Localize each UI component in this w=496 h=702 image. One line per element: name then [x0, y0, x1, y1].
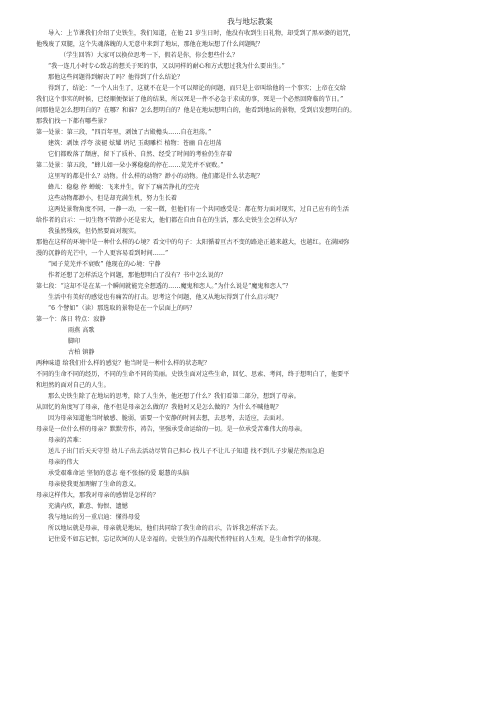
- text-line: 母亲使我更加理解了生命的意义。: [48, 481, 141, 488]
- text-line: 送儿子出门后天天守望 幼儿子出去活动尽管自己担心 找儿子不让儿子知道 找不到儿子步履茫然而急迫: [48, 448, 325, 455]
- document-body: [36, 28, 464, 545]
- text-line: 和坦然的面对自己的人生。: [36, 382, 110, 389]
- text-line: 我与地坛的另一重启迪：懂得母爱: [48, 514, 141, 521]
- text-line: 母亲的伟大: [48, 459, 79, 466]
- text-line: 雨燕 高歌: [68, 327, 95, 334]
- text-line: 不同的生命不同的经历，不同的生命不同的美丽。史铁生面对这些生命，回忆、思索、考问，终于想明白了，他要平: [36, 371, 350, 378]
- text-line: 我们这个事实的时候，已经顺便保证了他的结果，所以死是一件不必急于求成的事，死是一个必然回降临的节日。”: [36, 96, 344, 103]
- text-line: 生活中有美好的感觉也有痛苦的打击。思考这个问题，他又从地坛得到了什么启示呢？: [48, 294, 282, 301]
- text-line: 第七段：“这却不是在某一个瞬间就能完全想透的……魔鬼和恋人。”为什么说是“魔鬼和恋人”？: [36, 283, 292, 290]
- text-line: 得到了，结论：“一个人出生了，这就不在是一个可以辩论的问题，而只是上帝叫给他的一个事实；上帝在交给: [48, 85, 347, 92]
- text-line: 第一处景：第三段，“四百年里，剥蚀了古殿檐头……自在坦荡。”: [36, 129, 212, 136]
- text-line: 那他这些问题得到解决了吗？他得到了什么结论？: [48, 74, 184, 81]
- text-line: 母亲这样伟大，那我对母亲的感情是怎样的？: [36, 492, 159, 499]
- text-line: 那么史铁生除了在地坛的思考，除了人生外，他还想了什么？我们看第二部分，想到了母亲。: [48, 393, 300, 400]
- text-line: 导入：上节课我们介绍了史铁生，我们知道，在他 21 岁生日时，他没有收到生日礼物，却受到了黑巫婆的诅咒，: [48, 30, 355, 37]
- text-line: 第一个：落日 特点：寂静: [36, 316, 106, 323]
- text-line: 他残废了双腿，这个失魂落魄的人无意中来到了地坛，那他在地坛想了什么问题呢？: [36, 41, 264, 48]
- text-line: 我虽然残疾，但仍然要面对现实。: [48, 228, 141, 235]
- document-title: 我与地坛教案: [227, 17, 273, 26]
- text-line: 这两处景物角度不同，一静一动，一宏一微，但他们有一个共同感受是：都在努力面对现实，过自己应有的生活: [48, 206, 350, 213]
- text-line: 因为母亲知道他当时敏感、脆弱，需要一个安静的时间去想，去思考，去适应，去面对。: [48, 415, 288, 422]
- text-line: 给作者的启示：一切生物不管渺小还是宏大，他们都在自由自在的生活，那么史铁生会怎样认为？: [36, 217, 301, 224]
- text-line: 第二处景：第五段，“蜂儿如一朵小雾稳稳的停在……荒芜并不衰败。”: [36, 162, 224, 169]
- text-line: 母亲的苦难：: [48, 437, 85, 444]
- text-line: 承受艰难命运 坚韧的意志 毫不张扬的爱 聪慧的头脑: [48, 470, 190, 477]
- text-line: “园子荒芜并不衰败” 他现在的心境：宁静: [48, 261, 161, 268]
- text-line: “6 个譬如”（读）那选取的景物是在一个层面上的吗？: [48, 305, 196, 312]
- text-line: 两种味道 给我们什么样的感觉？他当时是一种什么样的状态呢？: [36, 360, 211, 367]
- text-line: （学生回答）大家可以换位思考一下，假若是你，你会想些什么？: [60, 52, 239, 59]
- text-line: 作者还想了怎样活这个问题，那他想明白了没有？书中怎么说的？: [48, 272, 227, 279]
- text-line: 古柏 镇静: [68, 349, 95, 356]
- document-page: [36, 16, 464, 545]
- text-line: 这些动物都渺小，但是却充满生机，努力生长着: [48, 195, 178, 202]
- text-line: 建筑：剥蚀 浮夸 淡褪 炫耀 坍圮 玉砌雕栏 植物：苍幽 自在坦荡: [48, 140, 222, 147]
- text-line: 问那他是怎么想明白的？在哪？和谁？怎么想明白的？他是在地坛想明白的，他看到地坛的景物，受到启发想明白的。: [36, 107, 356, 114]
- text-line: “我一连几小时专心致志的想关于死的事，又以同样的耐心和方式想过我为什么要出生。”: [48, 63, 285, 70]
- text-line: 它们都败落了颓唐，留下了质朴、自然、经受了时间的考验仍生存着: [48, 151, 233, 158]
- text-line: 母亲是一位什么样的母亲？默默劳作，祷告，坚强承受命运给的一切。是一位承受苦难伟大的母亲。: [36, 426, 307, 433]
- text-line: 这里写的都是什么？动物。什么样的动物？渺小的动物。他们都是什么状态呢？: [48, 173, 264, 180]
- text-line: 充满内疚，歉意、悔恨、遗憾: [48, 503, 128, 510]
- text-line: 漫的沉静的光芒中，一个人更容易看到时间……”: [36, 250, 169, 257]
- text-line: 记住爱不如忘记恨，忘记坎坷的人是幸福的。史铁生的作品现代性特征的人生观，是生命哲学的体现。: [48, 536, 325, 543]
- text-line: 那他在这样的环境中是一种什么样的心境？看文中的句子：太阳循着亘古不变的路途正越来越大，也越红。在满园弥: [36, 239, 350, 246]
- text-line: 脚印: [68, 338, 81, 345]
- text-line: 所以地坛就是母亲，母亲就是地坛，他们共同给了我生命的启示，告诉我怎样活下去。: [48, 525, 282, 532]
- text-line: 那我们找一下都有哪些景？: [36, 118, 110, 125]
- text-line: 从回忆的角度写了母亲，他不但是母亲怎么做的？我他时又是怎么做的？为什么不喊他呢？: [36, 404, 282, 411]
- text-line: 蜂儿：稳稳 停 蝉蜕：飞来并生，留下了痛苦挣扎的空壳: [48, 184, 200, 191]
